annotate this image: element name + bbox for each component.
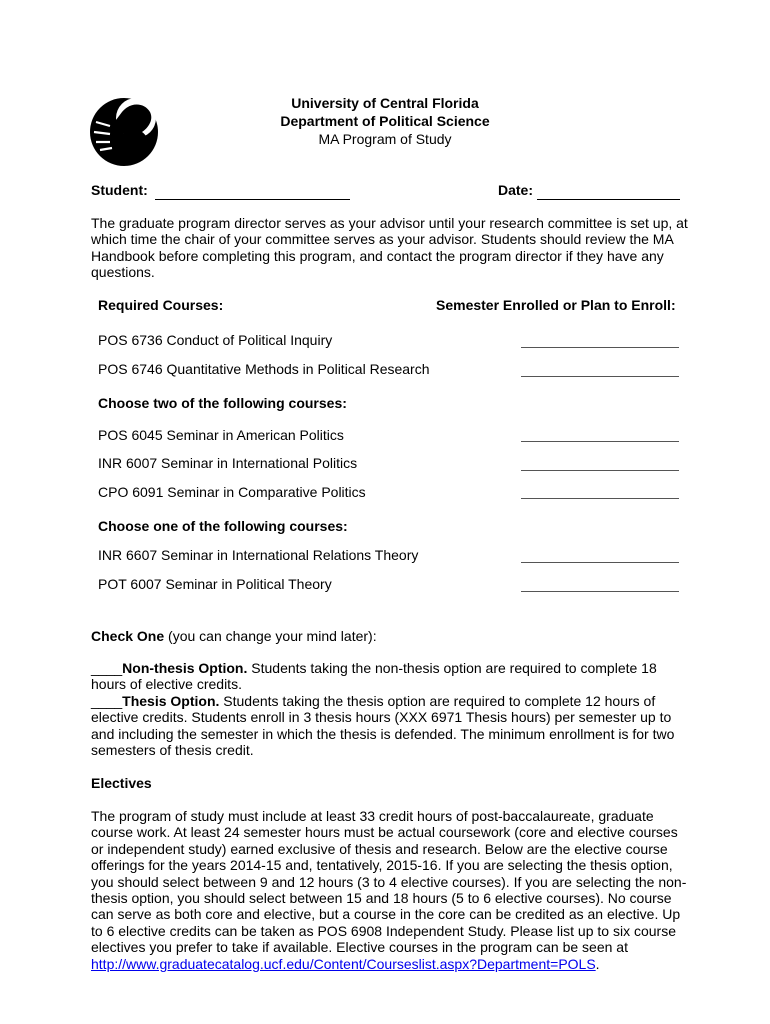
- check-one-note: (you can change your mind later):: [164, 628, 377, 644]
- course-pos6736: POS 6736 Conduct of Political Inquiry: [98, 332, 333, 348]
- course-pos6045-semester-line[interactable]: [521, 441, 679, 442]
- check-one-line: [91, 628, 691, 644]
- electives-period: .: [595, 955, 600, 972]
- thesis-checkbox-blank[interactable]: ____: [91, 693, 123, 709]
- electives-heading: Electives: [91, 775, 152, 791]
- nonthesis-text: Students taking the non-thesis option are required to complete 18 hours of elective credits.: [91, 660, 657, 693]
- course-pot6007: POT 6007 Seminar in Political Theory: [98, 576, 332, 592]
- course-inr6007-semester-line[interactable]: [521, 470, 679, 471]
- date-label: Date:: [498, 182, 534, 198]
- course-list-link[interactable]: http://www.graduatecatalog.ucf.edu/Content/Courseslist.aspx?Department=POLS: [91, 955, 596, 972]
- course-inr6007: INR 6007 Seminar in International Politics: [98, 455, 358, 471]
- university-name: University of Central Florida: [291, 95, 479, 111]
- program-title: MA Program of Study: [318, 131, 452, 147]
- nonthesis-title: Non-thesis Option.: [122, 660, 248, 676]
- thesis-text: Students taking the thesis option are required to complete 12 hours of elective credits. Students enroll in 3 thesis hours (XXX 6971 Thesis hours) per semester up to and including the semester in which the thesis is defended. The minimum enrollment is for two semesters of thesis credit.: [91, 693, 675, 759]
- choose-one-heading: Choose one of the following courses:: [98, 518, 348, 534]
- thesis-title: Thesis Option.: [122, 693, 220, 709]
- course-pos6746: POS 6746 Quantitative Methods in Political Research: [98, 361, 430, 377]
- course-cpo6091-semester-line[interactable]: [521, 498, 679, 499]
- date-line[interactable]: [537, 185, 680, 200]
- student-field[interactable]: [91, 182, 350, 200]
- semester-header: Semester Enrolled or Plan to Enroll:: [436, 297, 676, 313]
- student-label: Student:: [91, 182, 148, 198]
- check-one-label: Check One: [91, 628, 165, 644]
- course-inr6607: INR 6607 Seminar in International Relations Theory: [98, 547, 419, 563]
- electives-paragraph: [91, 808, 691, 972]
- nonthesis-checkbox-blank[interactable]: ____: [91, 660, 123, 676]
- intro-paragraph: The graduate program director serves as your advisor until your research committee is set up, at which time the chair of your committee serves as your advisor. Students should review the MA Handbook before completing this program, and contact the program director if they have any questions.: [91, 215, 688, 281]
- course-pos6045: POS 6045 Seminar in American Politics: [98, 427, 344, 443]
- student-line[interactable]: [155, 185, 350, 200]
- choose-two-heading: Choose two of the following courses:: [98, 395, 347, 411]
- course-pos6736-semester-line[interactable]: [521, 347, 679, 348]
- thesis-option: [91, 693, 691, 759]
- date-field[interactable]: [498, 182, 680, 200]
- course-inr6607-semester-line[interactable]: [521, 562, 679, 563]
- course-pot6007-semester-line[interactable]: [521, 591, 679, 592]
- nonthesis-option: [91, 660, 691, 693]
- course-pos6746-semester-line[interactable]: [521, 376, 679, 377]
- course-cpo6091: CPO 6091 Seminar in Comparative Politics: [98, 484, 366, 500]
- department-name: Department of Political Science: [280, 113, 490, 129]
- electives-text: The program of study must include at least 33 credit hours of post-baccalaureate, graduate course work. At least 24 semester hours must be actual coursework (core and elective courses or independent study) earned exclusive of thesis and research. Below are the elective course offerings for the years 2014-15 and, tentatively, 2015-16. If you are selecting the thesis option, you should select between 9 and 12 hours (3 to 4 elective courses). If you are selecting the non-thesis option, you should select between 15 and 18 hours (5 to 6 elective courses). No course can serve as both core and elective, but a course in the core can be credited as an elective. Up to 6 elective credits can be taken as POS 6908 Independent Study. Please list up to six course electives you prefer to take if available. Elective courses in the program can be seen at: [91, 808, 687, 956]
- required-courses-header: Required Courses:: [98, 297, 224, 313]
